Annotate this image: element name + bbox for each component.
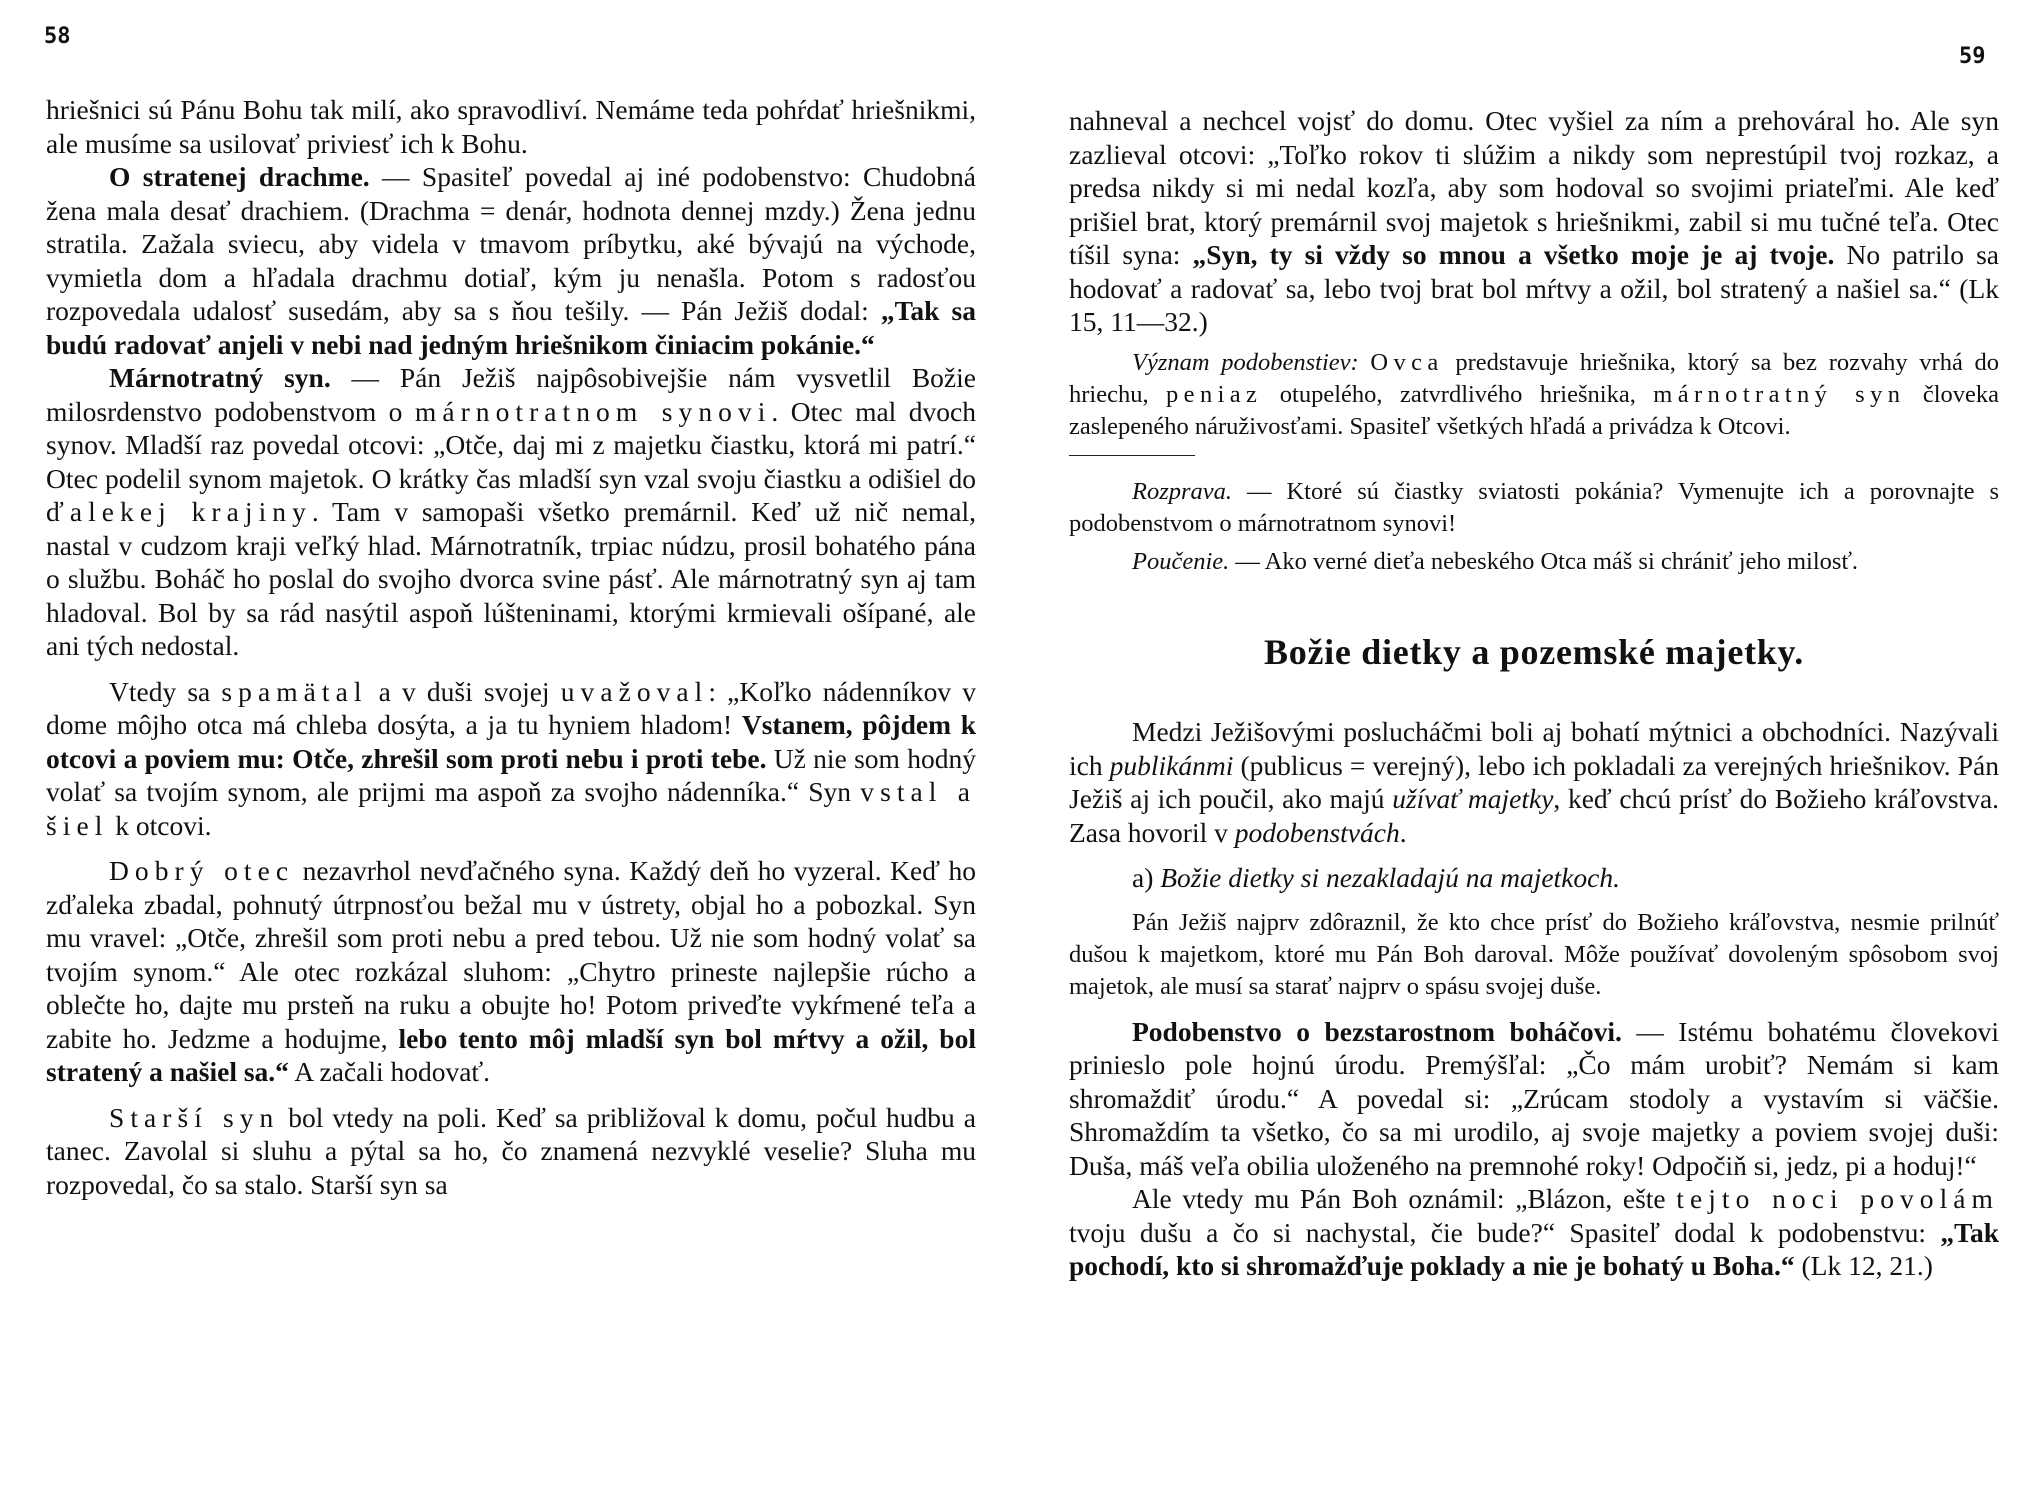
left-paragraph-father: Dobrý otec nezavrhol nevďačného syna. Každý deň ho vyzeral. Keď ho zďaleka zbadal, pohnutý útrpnosťou bežal mu v ústrety, objal ho a pobozkal. Syn mu vravel: „Otče, zhrešil som proti nebu a pred tebou. Už nie som hodný volať sa tvojím synom.“ Ale otec rozkázal sluhom: „Chytro prineste najlepšie rúcho a oblečte ho, dajte mu prsteň na ruku a obujte ho! Potom priveďte vykŕmené teľa a zabite ho. Jedzme a hodujme, lebo tento môj mladší syn bol mŕtvy a ožil, bol stratený a našiel sa.“ A začali hodovať.: [46, 855, 976, 1087]
left-paragraph-1: hriešnici sú Pánu Bohu tak milí, ako spravodliví. Nemáme teda pohŕdať hriešnikmi, ale musíme sa usilovať priviesť ich k Bohu.: [46, 94, 976, 159]
right-paragraph-discussion: Rozprava. — Ktoré sú čiastky sviatosti pokánia? Vymenujte ich a porovnajte s podobenstvom o márnotratnom synovi!: [1069, 477, 1999, 537]
right-page-text: [1069, 104, 1999, 1283]
left-paragraph-drachma: O stratenej drachme. — Spasiteľ povedal aj iné podobenstvo: Chudobná žena mala desať drachiem. (Drachma = denár, hodnota dennej mzdy.) Žena jednu stratila. Zažala sviecu, aby videla v tmavom príbytku, aké bývajú na východe, vymietla dom a hľadala drachmu dotiaľ, kým ju nenašla. Potom s radosťou rozpovedala udalosť susedám, aby sa s ňou tešily. — Pán Ježiš dodal: „Tak sa budú radovať anjeli v nebi nad jedným hriešnikom činiacim pokánie.“: [46, 161, 977, 360]
right-paragraph-meaning: Význam podobenstiev: Ovca predstavuje hriešnika, ktorý sa bez rozvahy vrhá do hriechu, peniaz otupelého, zatvrdlivého hriešnika, márnotratný syn človeka zaslepeného náruživosťami. Spasiteľ všetkých hľadá a privádza k Otcovi.: [1069, 348, 2000, 440]
section-heading-drachma: O stratenej drachme.: [109, 161, 370, 192]
left-paragraph-prodigal: Márnotratný syn. — Pán Ježiš najpôsobivejšie nám vysvetlil Božie milosrdenstvo podobenstvom o márnotratnom synovi. Otec mal dvoch synov. Mladší raz povedal otcovi: „Otče, daj mi z majetku čiastku, ktorá mi patrí.“ Otec podelil synom majetok. O krátky čas mladší syn vzal svoju čiastku a odišiel do ďalekej krajiny. Tam v samopaši všetko premárnil. Keď už nič nemal, nastal v cudzom kraji veľký hlad. Márnotratník, trpiac núdzu, prosil bohatého pána o službu. Boháč ho poslal do svojho dvorca svine pásť. Ale márnotratný syn aj tam hladoval. Bol by sa rád nasýtil aspoň lúšteninami, ktorými krmievali ošípané, ale ani tých nedostal.: [46, 362, 977, 661]
right-subheading-a: a) Božie dietky si nezakladajú na majetkoch.: [1132, 862, 1620, 893]
right-paragraph-possessions: Pán Ježiš najprv zdôraznil, že kto chce prísť do Božieho kráľovstva, nesmie prilnúť dušou k majetkom, ktoré mu Pán Boh daroval. Môže používať dovoleným spôsobom svoj majetok, ale musí sa starať najprv o spásu svojej duše.: [1069, 908, 1999, 1000]
right-paragraph-lesson: Poučenie. — Ako verné dieťa nebeského Otca máš si chrániť jeho milosť.: [1132, 547, 1859, 575]
left-paragraph-elder-son: Starší syn bol vtedy na poli. Keď sa približoval k domu, počul hudbu a tanec. Zavolal si sluhu a pýtal sa ho, čo znamená nezvyklé veselie? Sluha mu rozpovedal, čo sa stalo. Starší syn sa: [46, 1101, 976, 1200]
page-number-left: 58: [44, 24, 71, 49]
left-paragraph-repent: Vtedy sa spamätal a v duši svojej uvažoval: „Koľko nádenníkov v dome môjho otca má chleba dosýta, a ja tu hyniem hladom! Vstanem, pôjdem k otcovi a poviem mu: Otče, zhrešil som proti nebu i proti tebe. Už nie som hodný volať sa tvojím synom, ale prijmi ma aspoň za svojho nádenníka.“ Syn vstal a šiel k otcovi.: [46, 675, 977, 841]
right-paragraph-1: nahneval a nechcel vojsť do domu. Otec vyšiel za ním a prehováral ho. Ale syn zazlieval otcovi: „Toľko rokov ti slúžim a nikdy som neprestúpil tvoj rozkaz, a predsa nikdy si mi nedal kozľa, aby som hodoval so svojimi priateľmi. Ale keď prišiel brat, ktorý premárnil svoj majetok s hriešnikmi, zabil si mu tučné teľa. Otec tíšil syna: „Syn, ty si vždy so mnou a všetko moje je aj tvoje. No patrilo sa hodovať a radovať sa, lebo tvoj brat bol mŕtvy a ožil, bol stratený a našiel sa.“ (Lk 15, 11—32.): [1069, 105, 2000, 337]
right-paragraph-publicans: Medzi Ježišovými poslucháčmi boli aj bohatí mýtnici a obchodníci. Nazývali ich publikánmi (publicus = verejný), lebo ich pokladali za verejných hriešnikov. Pán Ježiš aj ich poučil, ako majú užívať majetky, keď chcú prísť do Božieho kráľovstva. Zasa hovoril v podobenstvách.: [1069, 716, 2000, 848]
divider-rule: [1069, 455, 1195, 456]
right-paragraph-rich-fool: Podobenstvo o bezstarostnom boháčovi. — Istému bohatému človekovi prinieslo pole hojnú úrodu. Premýšľal: „Čo mám urobiť? Nemám si kam shromaždiť úrodu.“ A povedal si: „Zrúcam stodoly a vystavím si väčšie. Shromaždím ta všetko, čo sa mi urodilo, aj svoje majetky a poviem svojej duši: Duša, máš veľa obilia uloženého na premnohé roky! Odpočiň si, jedz, pi a hoduj!“: [1069, 1015, 1999, 1181]
section-heading-rich-fool: Podobenstvo o bezstarostnom boháčovi.: [1132, 1015, 1622, 1047]
left-page-text: [46, 93, 976, 1201]
page-number-right: 59: [1959, 44, 1986, 69]
chapter-heading: Božie dietky a pozemské majetky.: [1264, 631, 1804, 672]
section-heading-prodigal: Márnotratný syn.: [109, 362, 331, 393]
right-page: [1009, 0, 2018, 1500]
right-paragraph-conclusion: Ale vtedy mu Pán Boh oznámil: „Blázon, ešte tejto noci povolám tvoju dušu a čo si nachystal, čie bude?“ Spasiteľ dodal k podobenstvu: „Tak pochodí, kto si shromažďuje poklady a nie je bohatý u Boha.“ (Lk 12, 21.): [1069, 1183, 1999, 1281]
